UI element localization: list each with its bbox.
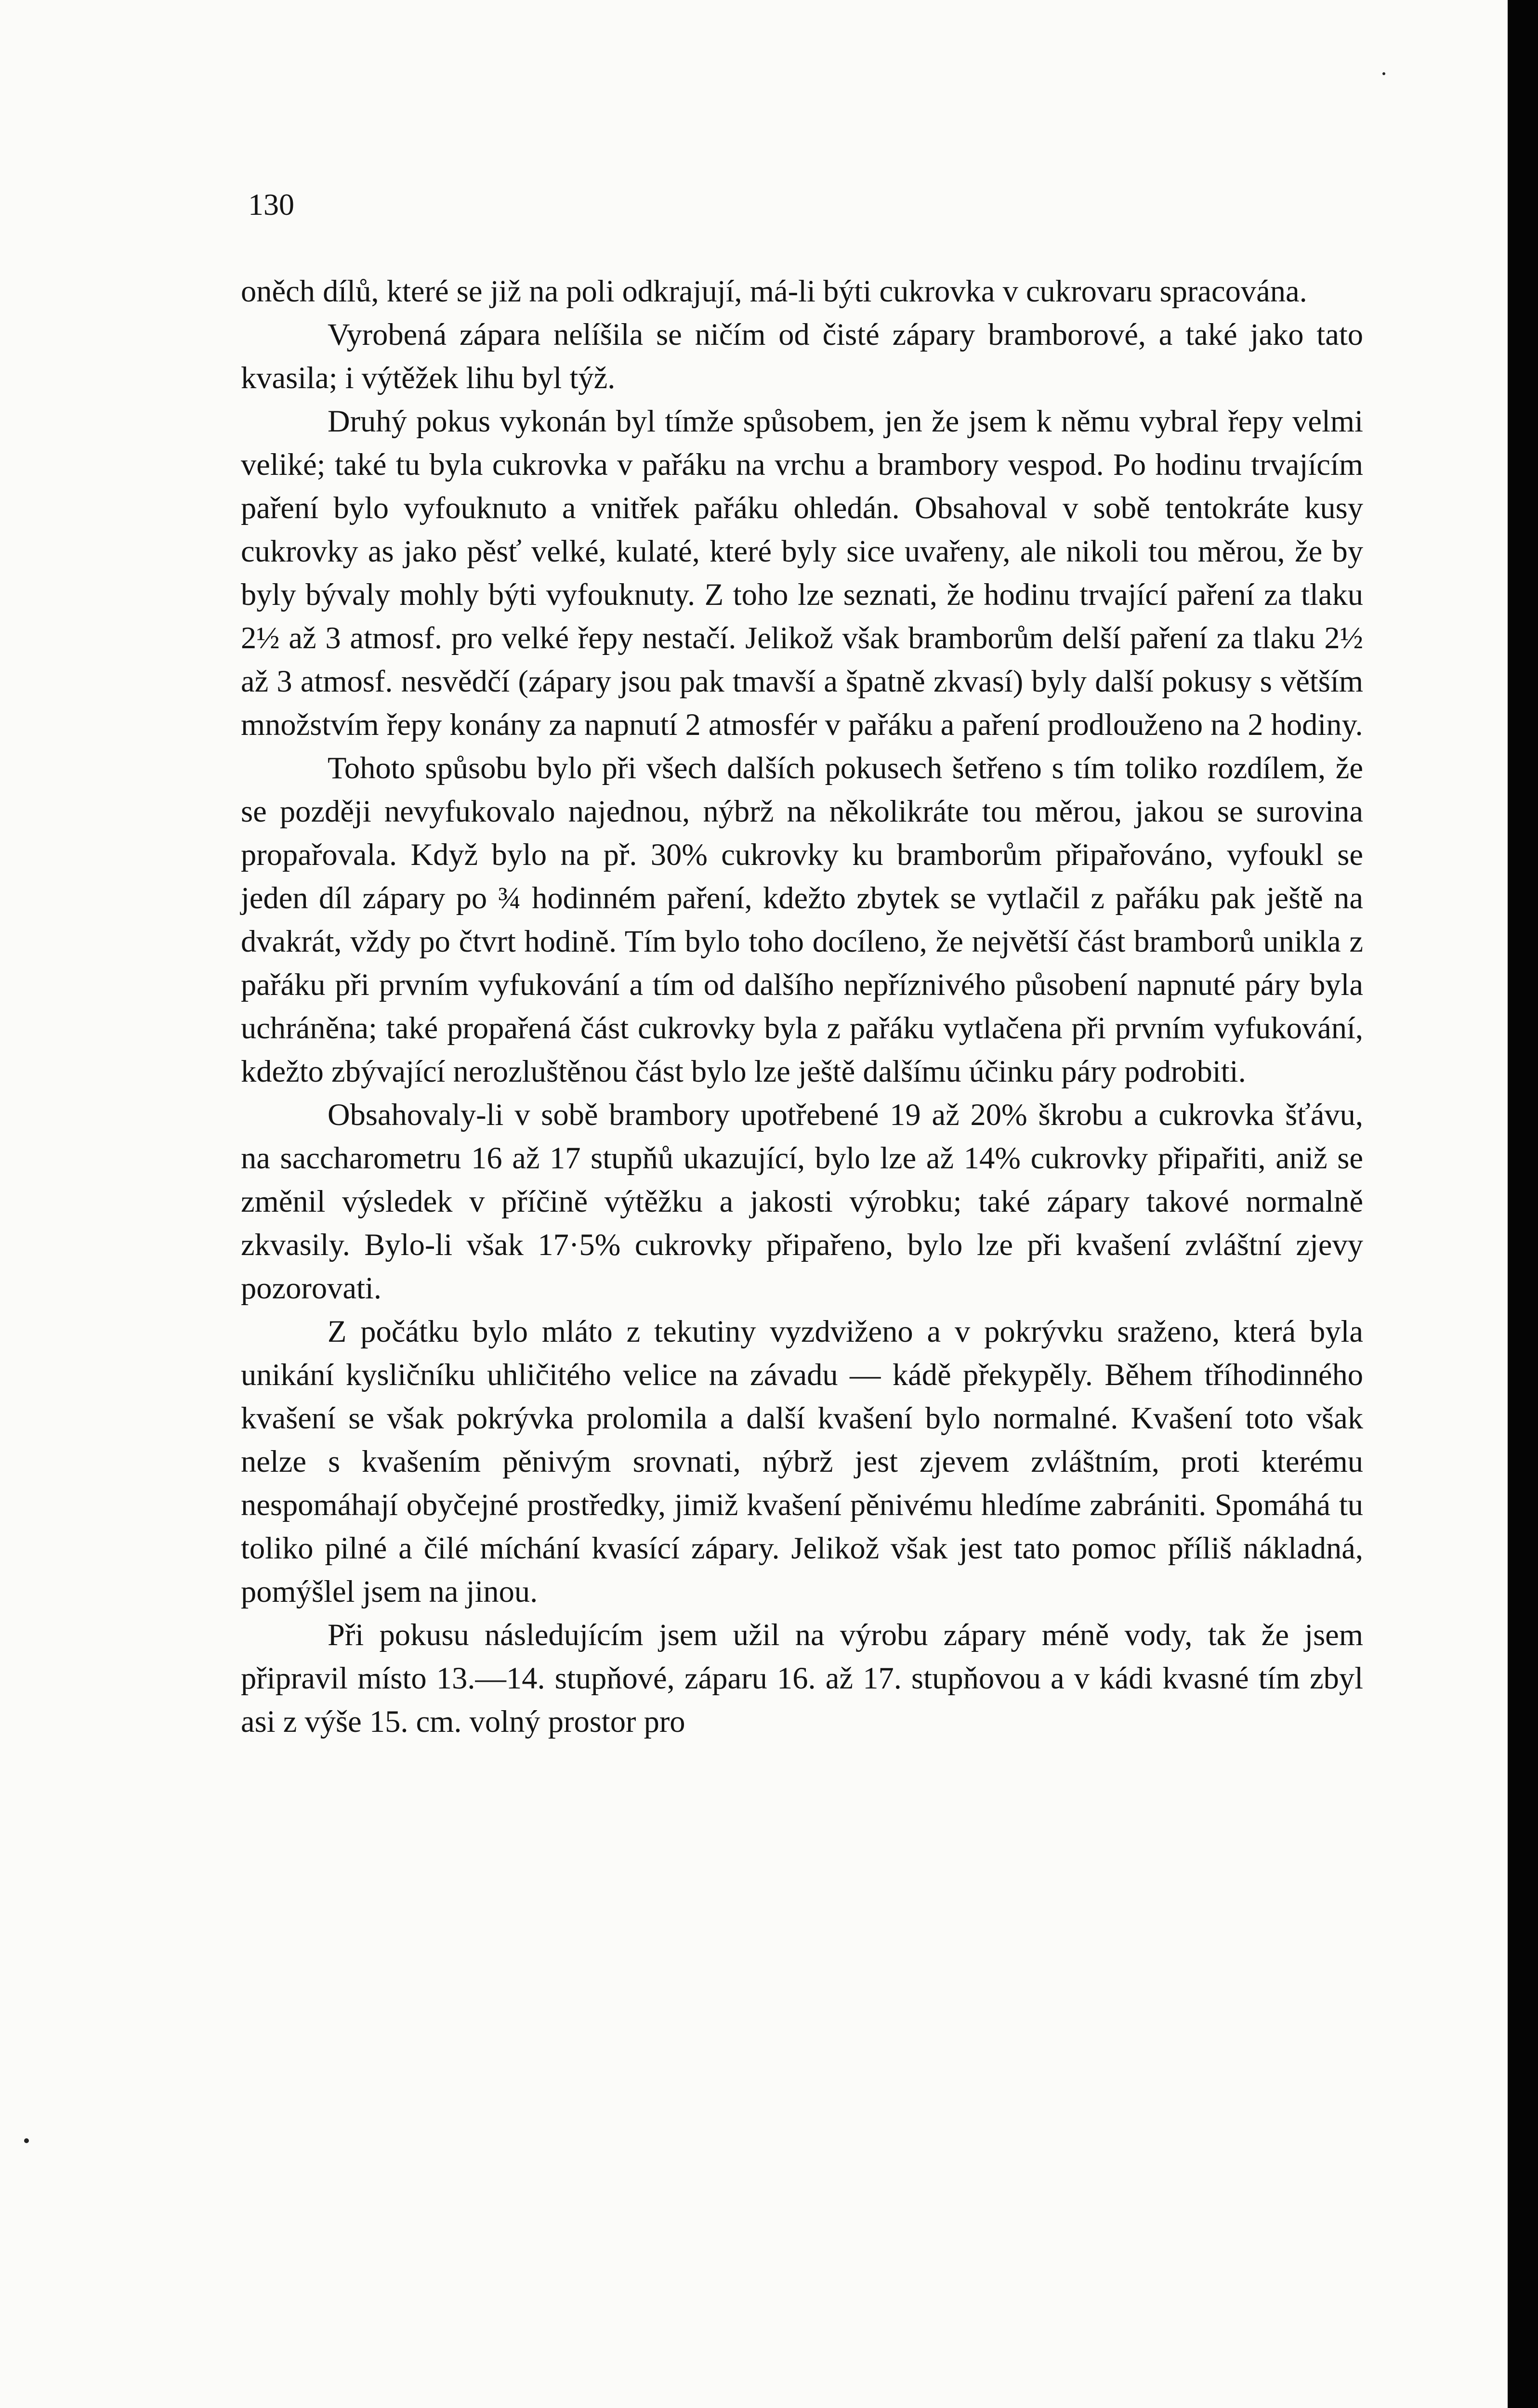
- page-number: 130: [248, 187, 294, 222]
- scan-edge: [1508, 0, 1538, 2408]
- ink-speck: [1382, 72, 1385, 75]
- ink-speck: [24, 2138, 29, 2143]
- paragraph: Při pokusu následujícím jsem užil na výrobu zápary méně vody, tak že jsem připravil místo 13.—14. stupňové, záparu 16. až 17. stupňovou a v kádi kvasné tím zbyl asi z výše 15. cm. volný prostor pro: [241, 1618, 1363, 1739]
- paragraph: Tohoto spůsobu bylo při všech dalších pokusech šetřeno s tím toliko rozdílem, že se později nevyfukovalo najednou, nýbrž na několikráte tou měrou, jakou se surovina propařovala. Když bylo na př. 30% cukrovky ku bramborům připařováno, vyfoukl se jeden díl zápary po ¾ hodinném paření, kdežto zbytek se vytlačil z pařáku pak ještě na dvakrát, vždy po čtvrt hodině. Tím bylo toho docíleno, že největší část bramborů unikla z pařáku při prvním vyfukování a tím od dalšího nepříznivého působení napnuté páry byla uchráněna; také propařená část cukrovky byla z pařáku vytlačena při prvním vyfukování, kdežto zbývající nerozluštěnou část bylo lze ještě dalšímu účinku páry podrobiti.: [241, 751, 1363, 1088]
- paragraph: Druhý pokus vykonán byl tímže spůsobem, jen že jsem k němu vybral řepy velmi veliké; také tu byla cukrovka v pařáku na vrchu a brambory vespod. Po hodinu trvajícím paření bylo vyfouknuto a vnitřek pařáku ohledán. Obsahoval v sobě tentokráte kusy cukrovky as jako pěsť velké, kulaté, které byly sice uvařeny, ale nikoli tou měrou, že by byly bývaly mohly býti vyfouknuty. Z toho lze seznati, že hodinu trvající paření za tlaku 2½ až 3 atmosf. pro velké řepy nestačí. Jelikož však bramborům delší paření za tlaku 2½ až 3 atmosf. nesvědčí (zápary jsou pak tmavší a špatně zkvasí) byly další pokusy s větším množstvím řepy konány za napnutí 2 atmosfér v pařáku a paření prodlouženo na 2 hodiny.: [241, 404, 1363, 742]
- paragraph: Z počátku bylo mláto z tekutiny vyzdviženo a v pokrývku sraženo, která byla unikání kysličníku uhličitého velice na závadu — kádě překypěly. Během tříhodinného kvašení se však pokrývka prolomila a další kvašení bylo normalné. Kvašení toto však nelze s kvašením pěnivým srovnati, nýbrž jest zjevem zvláštním, proti kterému nespomáhají obyčejné prostředky, jimiž kvašení pěnivému hledíme zabrániti. Spomáhá tu toliko pilné a čilé míchání kvasící zápary. Jelikož však jest tato pomoc příliš nákladná, pomýšlel jsem na jinou.: [241, 1314, 1363, 1609]
- paragraph: oněch dílů, které se již na poli odkrajují, má-li býti cukrovka v cukrovaru spracována.: [241, 274, 1307, 308]
- paragraph: Obsahovaly-li v sobě brambory upotřebené 19 až 20% škrobu a cukrovka šťávu, na saccharometru 16 až 17 stupňů ukazující, bylo lze až 14% cukrovky připařiti, aniž se změnil výsledek v příčině výtěžku a jakosti výrobku; také zápary takové normalně zkvasily. Bylo-li však 17·5% cukrovky připařeno, bylo lze při kvašení zvláštní zjevy pozorovati.: [241, 1098, 1363, 1305]
- body-text: [241, 270, 1363, 1743]
- paragraph: Vyrobená zápara nelíšila se ničím od čisté zápary bramborové, a také jako tato kvasila; i výtěžek lihu byl týž.: [241, 317, 1363, 395]
